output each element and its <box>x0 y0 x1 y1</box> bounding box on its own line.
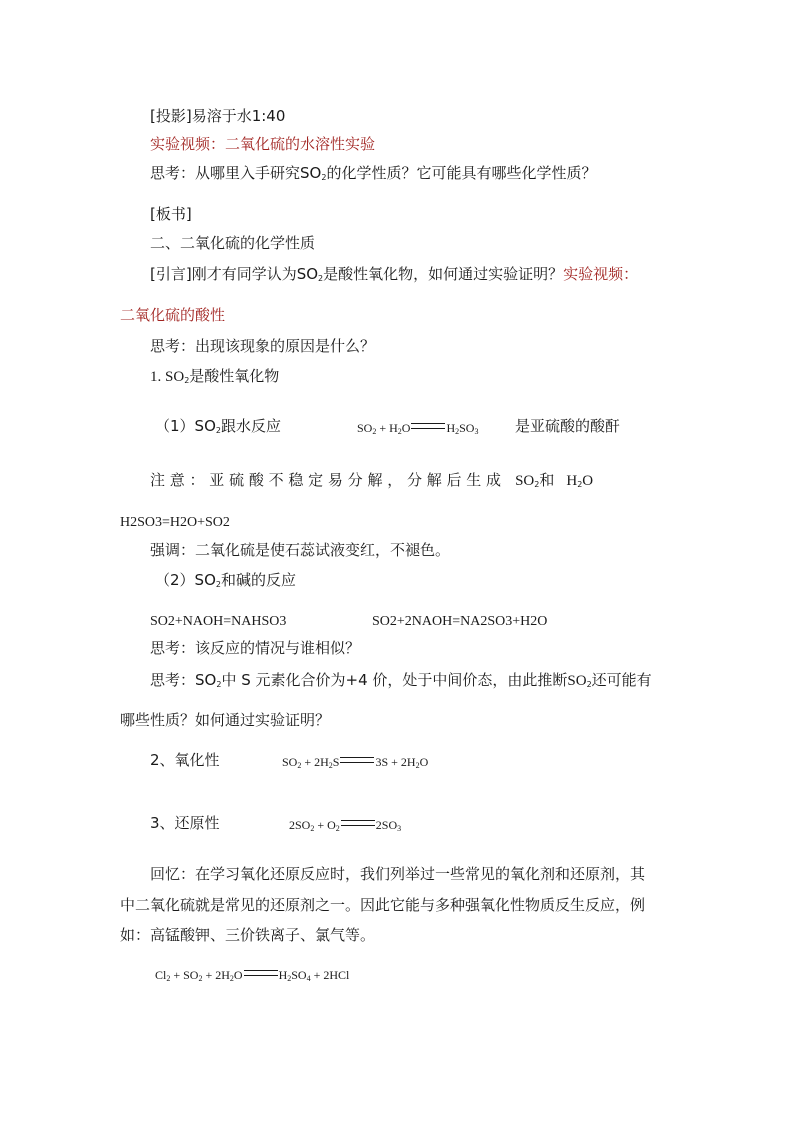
subpoint-water: $(1)SO_2$跟水反应 <box>155 417 281 435</box>
acidity-video-title[interactable]: 二氧化硫的酸性 <box>120 306 226 324</box>
anhydride-note: 是亚硫酸的酸酐 <box>515 417 621 435</box>
equation-naoh-2: SO2+2NAOH=NA2SO3+H2O <box>372 614 548 629</box>
emphasis-note: 强调：二氧化硫是使石蕊试液变红，不褪色。 <box>150 541 451 559</box>
double-bond-arrow <box>341 820 375 826</box>
subpoint-base: $(2)SO_2$和碱的反应 <box>155 571 296 589</box>
equation-naoh-1: SO2+NAOH=NAHSO3 <box>150 614 287 629</box>
think-question-4-cont: 哪些性质？如何通过实验证明？ <box>120 711 331 729</box>
projection-note: [投影]易溶于水1:40 <box>150 107 286 125</box>
intro-paragraph: [引言]刚才有同学认为$SO_2$是酸性氧化物，如何通过实验证明？实验视频： <box>150 265 639 283</box>
decomposition-equation: H2SO3=H2O+SO2 <box>120 515 230 530</box>
board-label: [板书] <box>150 205 192 223</box>
point-2: 2、氧化性 <box>150 751 220 769</box>
think-question-1: 思考：从哪里入手研究$SO_2$的化学性质？它可能具有哪些化学性质？ <box>150 164 597 182</box>
equation-cl2: $Cl_2 + SO_2 + 2H_2O$ $H_2SO_4 + 2HCl$ <box>155 968 350 983</box>
double-bond-arrow <box>340 757 374 763</box>
section-heading: 二、二氧化硫的化学性质 <box>150 234 316 252</box>
recall-line-3: 如：高锰酸钾、三价铁离子、氯气等。 <box>120 926 376 944</box>
point-1: 1. $SO_2$是酸性氧化物 <box>150 367 280 385</box>
recall-line-1: 回忆：在学习氧化还原反应时，我们列举过一些常见的氧化剂和还原剂，其 <box>150 865 646 883</box>
equation-h2s: $SO_2 + 2H_2S$ $3S + 2H_2O$ <box>282 755 429 770</box>
double-bond-arrow <box>244 970 278 976</box>
recall-line-2: 中二氧化硫就是常见的还原剂之一。因此它能与多种强氧化性物质反生反应，例 <box>120 896 646 914</box>
experiment-video-link[interactable]: 实验视频：二氧化硫的水溶性实验 <box>150 135 376 153</box>
experiment-video-link-2[interactable]: 实验视频： <box>563 265 639 283</box>
double-bond-arrow <box>411 423 445 429</box>
think-question-4: 思考：$SO_2$中 S 元素化合价为+4 价，处于中间价态，由此推断$SO_2$还可能有 <box>150 671 652 689</box>
point-3: 3、还原性 <box>150 814 220 832</box>
equation-o2: $2SO_2 + O_2$ $2SO_3$ <box>289 818 402 833</box>
equation-so2-water: $SO_2 + H_2O$ $H_2SO_3$ <box>357 421 479 436</box>
think-question-2: 思考：出现该现象的原因是什么？ <box>150 337 376 355</box>
decomposition-note: 注 意 ： 亚 硫 酸 不 稳 定 易 分 解 ， 分 解 后 生 成 $SO_2$和 $H_2O$ <box>150 471 594 489</box>
think-question-3: 思考：该反应的情况与谁相似？ <box>150 639 361 657</box>
